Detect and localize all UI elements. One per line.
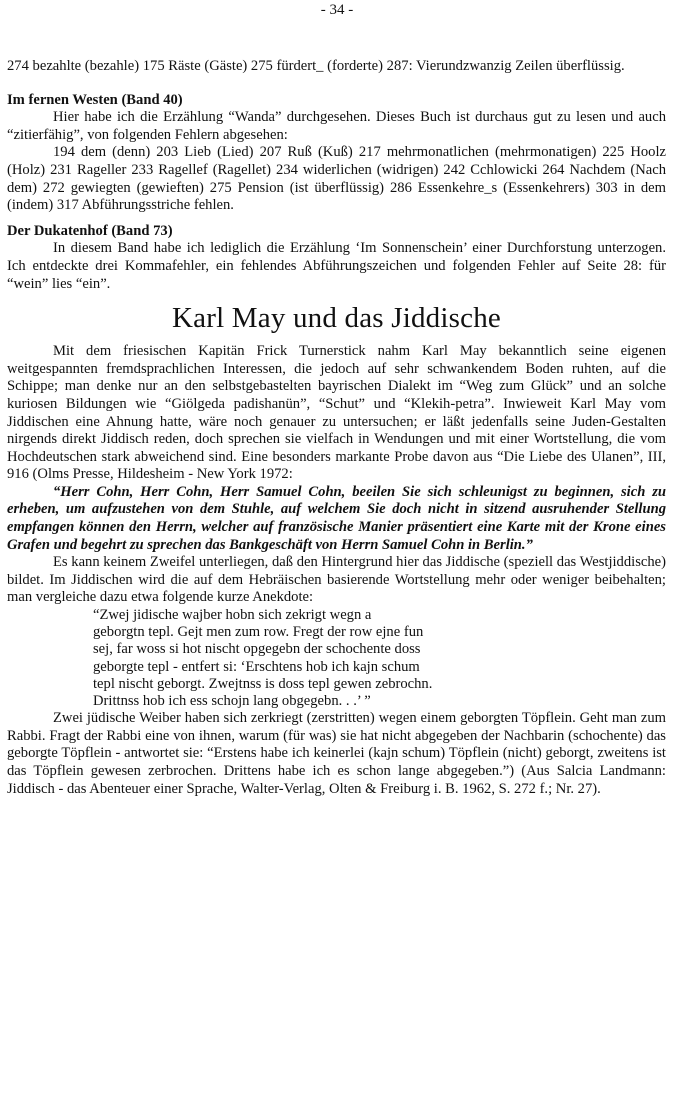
anecdote-line: sej, far woss si hot nischt opgegebn der schochente doss <box>93 641 421 658</box>
yiddish-anecdote <box>7 607 666 710</box>
anecdote-line: tepl nischt geborgt. Zwejtnss is doss tepl gewen zebrochn. <box>93 675 433 692</box>
article-title: Karl May und das Jiddische <box>172 302 501 335</box>
anecdote-line: “Zwej jidische wajber hobn sich zekrigt wegn a <box>93 607 372 624</box>
section1-paragraph-2: 194 dem (denn) 203 Lieb (Lied) 207 Ruß (Kuß) 217 mehrmonatlichen (mehrmonatigen) 225 Hoolz (Holz) 231 Rageller 233 Ragellef (Ragellet) 234 widerlichen (widrigen) 242 Cchlowicki 264 Nachdem (Nach dem) 272 gewiegten (gewieften) 275 Pension (ist überflüssig) 286 Essenkehre_s (Essenkehrers) 303 in dem (indem) 317 Abführungsstriche fehlen. <box>7 144 666 214</box>
article-paragraph-3: Zwei jüdische Weiber haben sich zerkriegt (zerstritten) wegen einem geborgten Töpflein. Geht man zum Rabbi. Fragt der Rabbi eine von ihnen, warum (für was) sie hat nicht abgegeben der Nachbarin (schochente) das geborgte Töpflein - antwortet sie: “Erstens habe ich keinerlei (kajn schum) Töpflein (nicht) geborgt, zweitens ist das Töpflein gewesen zerbrochen. Drittens habe ich es schon lange abgegeben.”) (Aus Salcia Landmann: Jiddisch - das Abenteuer einer Sprache, Walter-Verlag, Olten & Freiburg i. B. 1962, S. 272 f.; Nr. 27). <box>7 710 666 797</box>
intro-paragraph: 274 bezahlte (bezahle) 175 Räste (Gäste) 275 fürdert_ (forderte) 287: Vierundzwanzig Zeilen überflüssig. <box>7 58 625 74</box>
section1-paragraph-1: Hier habe ich die Erzählung “Wanda” durchgesehen. Dieses Buch ist durchaus gut zu lesen und auch “zitierfähig”, von folgenden Fehlern abgesehen: <box>7 109 666 143</box>
page-number: - 34 - <box>320 2 354 18</box>
article-quote: “Herr Cohn, Herr Cohn, Herr Samuel Cohn, beeilen Sie sich schleunigst zu beginnen, sich zu erheben, um aufzustehen von dem Stuhle, auf welchem Sie doch nicht in sitzend ausruhender Stellung empfangen können den Herrn, welcher auf französische Manier präsentiert eine Karte mit der Krone eines Grafen und begehrt zu sprechen das Bankgeschäft von Herrn Samuel Cohn in Berlin.” <box>7 483 666 553</box>
section2-paragraph-1: In diesem Band habe ich lediglich die Erzählung ‘Im Sonnenschein’ einer Durchforstung unterzogen. Ich entdeckte drei Kommafehler, ein fehlendes Abführungszeichen und folgenden Fehler auf Seite 28: für “wein” lies “ein”. <box>7 240 666 292</box>
text-column <box>7 58 666 798</box>
section-heading-fernen-westen: Im fernen Westen (Band 40) <box>7 91 183 108</box>
anecdote-line: geborgtn tepl. Gejt men zum row. Fregt der row ejne fun <box>93 624 424 641</box>
article-paragraph-2: Es kann keinem Zweifel unterliegen, daß den Hintergrund hier das Jiddische (speziell das Westjiddische) bildet. Im Jiddischen wird die auf dem Hebräischen basierende Wortstellung mehr oder weniger beibehalten; man vergleiche dazu etwa folgende kurze Anekdote: <box>7 554 666 606</box>
article-paragraph-1: Mit dem friesischen Kapitän Frick Turnerstick nahm Karl May bekanntlich seine eigenen weitgespannten fremdsprachlichen Interessen, die jedoch auf sehr schwankendem Boden ruhten, auf die Schippe; man denke nur an den selbstgebastelten bayrischen Dialekt im “Weg zum Glück” und an solche kuriosen Bildungen wie “Giölgeda padishanün”, “Schut” und “Klekih-petra”. Inwieweit Karl May vom Jiddischen eine Ahnung hatte, wäre noch genauer zu untersuchen; er läßt jedenfalls seine Juden-Gestalten nirgends direkt Jiddisch reden, doch sprechen sie vielfach in Wendungen und mit einer Wortstellung, die vom Hochdeutschen stark abweichend sind. Eine besonders markante Probe davon aus “Die Liebe des Ulanen”, III, 916 (Olms Presse, Hildesheim - New York 1972: <box>7 343 666 483</box>
anecdote-line: Drittnss hob ich ess schojn lang obgegebn. . .’ ” <box>93 693 371 710</box>
section-heading-dukatenhof: Der Dukatenhof (Band 73) <box>7 222 173 239</box>
anecdote-line: geborgte tepl - entfert si: ‘Erschtens hob ich kajn schum <box>93 658 420 675</box>
